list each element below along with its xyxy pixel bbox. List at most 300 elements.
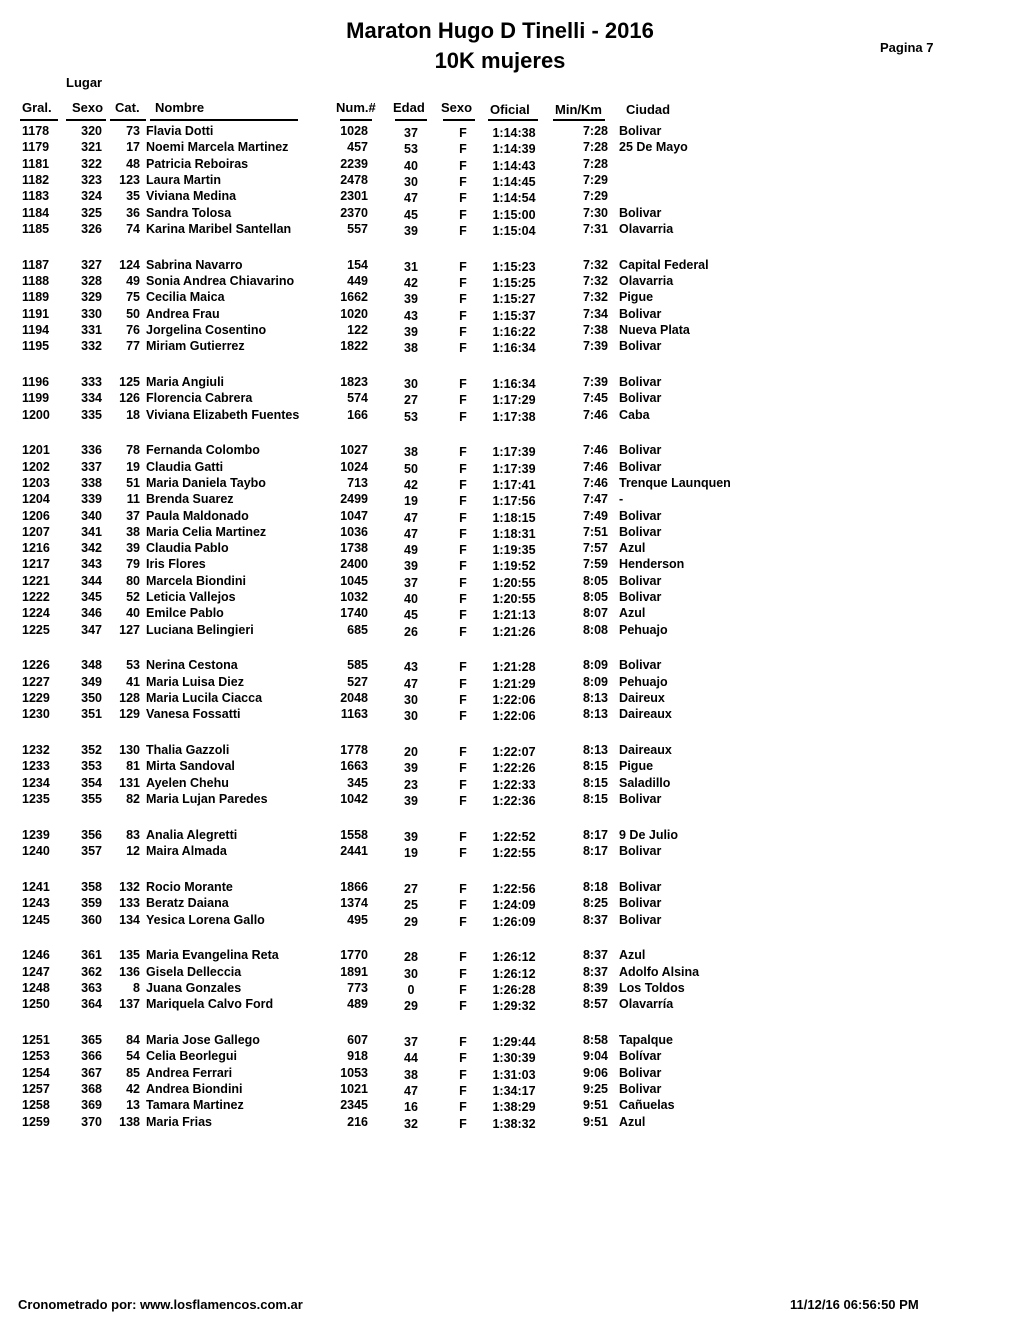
cell-gral: 1259 (22, 1114, 50, 1129)
cell-oficial: 1:22:06 (492, 693, 536, 707)
cell-oficial: 1:21:29 (492, 676, 536, 691)
cell-edad: 40 (404, 158, 418, 173)
cell-num: 557 (347, 221, 368, 236)
divider (488, 119, 538, 121)
page-number: Pagina 7 (880, 40, 934, 55)
cell-gral: 1178 (22, 124, 50, 138)
cell-num: 2400 (340, 557, 368, 572)
cell-sexo: F (459, 660, 467, 675)
cell-edad: 42 (404, 477, 418, 492)
table-row (0, 913, 1024, 929)
cell-gral: 1248 (22, 980, 50, 995)
cell-cat: 52 (126, 590, 140, 604)
table-row (0, 173, 1024, 189)
cell-sexo: F (459, 693, 467, 707)
cell-edad: 20 (404, 745, 418, 760)
cell-minkm: 8:15 (582, 759, 608, 774)
cell-gral: 1245 (22, 912, 50, 927)
cell-ciudad: Bolivar (619, 459, 662, 474)
table-row (0, 1049, 1024, 1065)
divider (150, 119, 298, 121)
cell-sexo-place: 348 (81, 658, 102, 673)
table-row (0, 222, 1024, 238)
cell-cat: 131 (119, 775, 140, 790)
cell-nombre: Sandra Tolosa (146, 205, 232, 220)
cell-cat: 39 (126, 541, 140, 556)
cell-cat: 54 (126, 1049, 140, 1064)
cell-ciudad: Pigue (619, 759, 654, 774)
cell-sexo: F (459, 308, 467, 323)
cell-gral: 1230 (22, 707, 50, 722)
cell-ciudad: Olavarria (619, 273, 674, 288)
cell-oficial: 1:20:55 (492, 575, 536, 590)
cell-sexo: F (459, 275, 467, 290)
cell-sexo-place: 359 (81, 896, 102, 911)
table-row (0, 965, 1024, 981)
cell-sexo-place: 338 (81, 475, 102, 490)
cell-oficial: 1:19:52 (492, 559, 536, 574)
cell-gral: 1222 (22, 590, 50, 604)
cell-minkm: 7:46 (582, 443, 608, 458)
cell-nombre: Maria Lucila Ciacca (146, 691, 263, 705)
cell-num: 1740 (340, 606, 368, 621)
cell-oficial: 1:14:38 (492, 126, 536, 140)
cell-minkm: 8:37 (582, 912, 608, 927)
cell-nombre: Laura Martin (146, 172, 222, 187)
col-ciudad: Ciudad (626, 102, 671, 117)
cell-ciudad: Olavarria (619, 221, 674, 236)
cell-nombre: Andrea Frau (146, 306, 220, 321)
table-row (0, 307, 1024, 323)
cell-gral: 1189 (22, 290, 50, 305)
cell-sexo: F (459, 898, 467, 913)
cell-minkm: 8:18 (582, 879, 608, 894)
cell-minkm: 7:29 (582, 189, 608, 204)
cell-sexo: F (459, 966, 467, 981)
cell-nombre: Patricia Reboiras (146, 156, 249, 171)
cell-cat: 83 (126, 827, 140, 842)
cell-minkm: 9:51 (582, 1114, 608, 1129)
cell-sexo-place: 350 (81, 691, 102, 705)
cell-cat: 40 (126, 606, 140, 621)
cell-cat: 36 (126, 205, 140, 220)
cell-gral: 1191 (22, 306, 50, 321)
cell-ciudad: Daireaux (619, 707, 672, 722)
cell-sexo: F (459, 794, 467, 808)
cell-sexo: F (459, 174, 467, 189)
cell-num: 1047 (340, 508, 368, 523)
cell-minkm: 8:15 (582, 792, 608, 806)
cell-gral: 1241 (22, 879, 50, 894)
cell-edad: 39 (404, 223, 418, 238)
table-row (0, 258, 1024, 274)
cell-minkm: 7:38 (582, 322, 608, 337)
cell-cat: 19 (126, 459, 140, 474)
col-gral: Gral. (22, 100, 52, 115)
cell-nombre: Yesica Lorena Gallo (146, 912, 265, 927)
cell-oficial: 1:14:45 (492, 174, 536, 189)
cell-sexo-place: 336 (81, 443, 102, 458)
cell-cat: 51 (126, 475, 140, 490)
table-row (0, 1033, 1024, 1049)
cell-minkm: 7:30 (582, 205, 608, 220)
cell-cat: 80 (126, 573, 140, 588)
cell-nombre: Mirta Sandoval (146, 759, 235, 774)
cell-edad: 19 (404, 846, 418, 861)
cell-minkm: 7:46 (582, 407, 608, 422)
cell-ciudad: 9 De Julio (619, 827, 679, 842)
cell-sexo: F (459, 559, 467, 574)
cell-oficial: 1:26:09 (492, 914, 536, 929)
cell-nombre: Maria Daniela Taybo (146, 475, 266, 490)
cell-minkm: 7:32 (582, 290, 608, 305)
cell-cat: 13 (126, 1098, 140, 1113)
cell-oficial: 1:19:35 (492, 543, 536, 558)
cell-num: 1558 (340, 827, 368, 842)
cell-sexo-place: 355 (81, 792, 102, 806)
cell-ciudad: Bolivar (619, 205, 662, 220)
cell-sexo-place: 367 (81, 1065, 102, 1080)
cell-cat: 84 (126, 1033, 140, 1047)
cell-sexo: F (459, 445, 467, 460)
cell-num: 1822 (340, 339, 368, 354)
cell-edad: 29 (404, 914, 418, 929)
cell-num: 1738 (340, 541, 368, 556)
cell-ciudad: Trenque Launquen (619, 475, 731, 490)
cell-minkm: 8:17 (582, 827, 608, 842)
cell-gral: 1196 (22, 374, 50, 389)
cell-num: 527 (347, 674, 368, 689)
cell-sexo-place: 364 (81, 997, 102, 1012)
cell-sexo-place: 323 (81, 172, 102, 187)
table-row (0, 339, 1024, 355)
cell-sexo-place: 347 (81, 622, 102, 637)
cell-oficial: 1:26:28 (492, 982, 536, 997)
cell-num: 216 (347, 1114, 368, 1129)
cell-gral: 1182 (22, 172, 50, 187)
table-row (0, 1098, 1024, 1114)
cell-minkm: 7:57 (582, 541, 608, 556)
cell-ciudad: 25 De Mayo (619, 140, 688, 155)
col-nombre: Nombre (155, 100, 205, 115)
cell-minkm: 7:59 (582, 557, 608, 572)
cell-sexo: F (459, 999, 467, 1014)
cell-cat: 53 (126, 658, 140, 673)
cell-sexo-place: 337 (81, 459, 102, 474)
cell-num: 1032 (340, 590, 368, 604)
cell-num: 1662 (340, 290, 368, 305)
cell-num: 1163 (340, 707, 368, 722)
cell-sexo: F (459, 624, 467, 639)
cell-ciudad: Pehuajo (619, 622, 668, 637)
cell-edad: 43 (404, 660, 418, 675)
cell-sexo-place: 351 (81, 707, 102, 722)
cell-cat: 42 (126, 1081, 140, 1096)
cell-ciudad: Bolivar (619, 1081, 662, 1096)
cell-sexo-place: 363 (81, 980, 102, 995)
cell-nombre: Sonia Andrea Chiavarino (146, 273, 295, 288)
cell-gral: 1181 (22, 156, 50, 171)
cell-nombre: Claudia Pablo (146, 541, 229, 556)
cell-sexo: F (459, 1051, 467, 1066)
cell-edad: 30 (404, 709, 418, 724)
cell-oficial: 1:18:15 (492, 510, 536, 525)
cell-oficial: 1:22:33 (492, 777, 536, 792)
cell-nombre: Thalia Gazzoli (146, 743, 230, 758)
table-row (0, 274, 1024, 290)
cell-minkm: 7:47 (582, 492, 608, 507)
cell-edad: 38 (404, 341, 418, 356)
cell-sexo-place: 368 (81, 1081, 102, 1096)
table-row (0, 476, 1024, 492)
cell-gral: 1202 (22, 459, 50, 474)
cell-minkm: 7:34 (582, 306, 608, 321)
cell-num: 607 (347, 1033, 368, 1047)
cell-num: 489 (347, 997, 368, 1012)
cell-ciudad: Daireaux (619, 743, 672, 758)
table-row (0, 509, 1024, 525)
cell-edad: 32 (404, 1116, 418, 1131)
cell-sexo-place: 360 (81, 912, 102, 927)
cell-sexo: F (459, 950, 467, 965)
cell-cat: 124 (119, 257, 140, 272)
cell-edad: 29 (404, 999, 418, 1014)
table-row (0, 574, 1024, 590)
cell-nombre: Maria Celia Martinez (146, 524, 267, 539)
table-row (0, 443, 1024, 459)
table-row (0, 675, 1024, 691)
cell-ciudad: Azul (619, 606, 646, 621)
cell-num: 1027 (340, 443, 368, 458)
cell-sexo-place: 320 (81, 124, 102, 138)
cell-oficial: 1:21:28 (492, 660, 536, 675)
cell-gral: 1229 (22, 691, 50, 705)
cell-sexo: F (459, 676, 467, 691)
cell-gral: 1232 (22, 743, 50, 758)
cell-cat: 73 (126, 124, 140, 138)
cell-nombre: Maria Frias (146, 1114, 213, 1129)
cell-ciudad: Bolivar (619, 573, 662, 588)
cell-minkm: 7:28 (582, 124, 608, 138)
cell-nombre: Ayelen Chehu (146, 775, 229, 790)
cell-sexo-place: 343 (81, 557, 102, 572)
cell-oficial: 1:22:06 (492, 709, 536, 724)
cell-sexo-place: 361 (81, 948, 102, 963)
cell-cat: 41 (126, 674, 140, 689)
cell-edad: 47 (404, 510, 418, 525)
cell-ciudad: Bolivar (619, 524, 662, 539)
table-row (0, 896, 1024, 912)
cell-ciudad: Henderson (619, 557, 685, 572)
cell-edad: 39 (404, 794, 418, 808)
cell-gral: 1224 (22, 606, 50, 621)
cell-edad: 16 (404, 1100, 418, 1115)
cell-sexo: F (459, 259, 467, 274)
cell-oficial: 1:18:31 (492, 526, 536, 541)
cell-cat: 11 (126, 492, 140, 507)
cell-num: 2345 (340, 1098, 368, 1113)
cell-sexo: F (459, 592, 467, 606)
cell-gral: 1246 (22, 948, 50, 963)
cell-sexo: F (459, 510, 467, 525)
cell-sexo-place: 362 (81, 964, 102, 979)
cell-nombre: Mariquela Calvo Ford (146, 997, 274, 1012)
cell-ciudad: Capital Federal (619, 257, 709, 272)
cell-ciudad: Pigue (619, 290, 654, 305)
cell-sexo-place: 365 (81, 1033, 102, 1047)
cell-gral: 1251 (22, 1033, 50, 1047)
cell-oficial: 1:14:54 (492, 191, 536, 206)
cell-ciudad: Bolivar (619, 912, 662, 927)
cell-sexo: F (459, 1116, 467, 1131)
cell-sexo-place: 342 (81, 541, 102, 556)
cell-oficial: 1:22:52 (492, 829, 536, 844)
cell-nombre: Maria Lujan Paredes (146, 792, 268, 806)
cell-edad: 30 (404, 966, 418, 981)
cell-minkm: 8:09 (582, 658, 608, 673)
cell-gral: 1227 (22, 674, 50, 689)
cell-sexo: F (459, 982, 467, 997)
cell-ciudad: Bolivar (619, 792, 662, 806)
cell-ciudad: Bolivar (619, 590, 662, 604)
cell-gral: 1240 (22, 844, 50, 859)
cell-edad: 40 (404, 592, 418, 606)
cell-gral: 1235 (22, 792, 50, 806)
cell-oficial: 1:17:29 (492, 393, 536, 408)
cell-sexo-place: 339 (81, 492, 102, 507)
cell-minkm: 9:04 (582, 1049, 608, 1064)
cell-sexo-place: 370 (81, 1114, 102, 1129)
cell-num: 1020 (340, 306, 368, 321)
cell-num: 449 (347, 273, 368, 288)
cell-sexo-place: 325 (81, 205, 102, 220)
table-row (0, 981, 1024, 997)
cell-edad: 0 (407, 982, 415, 997)
cell-minkm: 7:39 (582, 339, 608, 354)
cell-ciudad: Bolivar (619, 443, 662, 458)
cell-nombre: Maria Evangelina Reta (146, 948, 279, 963)
cell-edad: 28 (404, 950, 418, 965)
cell-cat: 75 (126, 290, 140, 305)
cell-gral: 1250 (22, 997, 50, 1012)
cell-cat: 133 (119, 896, 140, 911)
cell-oficial: 1:22:56 (492, 881, 536, 896)
cell-cat: 49 (126, 273, 140, 288)
cell-sexo: F (459, 477, 467, 492)
cell-sexo-place: 334 (81, 391, 102, 406)
table-row (0, 997, 1024, 1013)
cell-ciudad: Bolivar (619, 124, 662, 138)
cell-minkm: 8:09 (582, 674, 608, 689)
cell-num: 1891 (340, 964, 368, 979)
cell-cat: 37 (126, 508, 140, 523)
cell-num: 2370 (340, 205, 368, 220)
cell-nombre: Emilce Pablo (146, 606, 224, 621)
cell-gral: 1247 (22, 964, 50, 979)
cell-cat: 134 (119, 912, 140, 927)
cell-cat: 126 (119, 391, 140, 406)
cell-ciudad: Azul (619, 948, 646, 963)
cell-cat: 48 (126, 156, 140, 171)
cell-num: 1823 (340, 374, 368, 389)
cell-sexo-place: 356 (81, 827, 102, 842)
cell-edad: 39 (404, 324, 418, 339)
cell-oficial: 1:16:34 (492, 341, 536, 356)
cell-ciudad: Adolfo Alsina (619, 964, 700, 979)
cell-minkm: 8:58 (582, 1033, 608, 1047)
cell-cat: 137 (119, 997, 140, 1012)
page-title: Maraton Hugo D Tinelli - 2016 (346, 18, 654, 43)
cell-gral: 1216 (22, 541, 50, 556)
cell-sexo-place: 352 (81, 743, 102, 758)
cell-cat: 38 (126, 524, 140, 539)
cell-sexo-place: 341 (81, 524, 102, 539)
cell-num: 1770 (340, 948, 368, 963)
cell-nombre: Analia Alegretti (146, 827, 238, 842)
divider (553, 119, 605, 121)
cell-minkm: 8:05 (582, 590, 608, 604)
cell-sexo: F (459, 1100, 467, 1115)
cell-cat: 17 (126, 140, 140, 155)
cell-num: 2301 (340, 189, 368, 204)
cell-oficial: 1:29:32 (492, 999, 536, 1014)
cell-minkm: 7:28 (582, 140, 608, 155)
cell-nombre: Andrea Ferrari (146, 1065, 233, 1080)
table-row (0, 776, 1024, 792)
cell-minkm: 9:06 (582, 1065, 608, 1080)
table-row (0, 525, 1024, 541)
cell-edad: 44 (404, 1051, 418, 1066)
divider (340, 119, 372, 121)
cell-nombre: Paula Maldonado (146, 508, 249, 523)
cell-sexo-place: 328 (81, 273, 102, 288)
cell-gral: 1200 (22, 407, 50, 422)
cell-minkm: 7:31 (582, 221, 608, 236)
cell-oficial: 1:38:29 (492, 1100, 536, 1115)
cell-gral: 1221 (22, 573, 50, 588)
cell-sexo: F (459, 393, 467, 408)
cell-edad: 27 (404, 393, 418, 408)
cell-gral: 1217 (22, 557, 50, 572)
cell-nombre: Karina Maribel Santellan (146, 221, 292, 236)
cell-num: 2441 (340, 844, 368, 859)
cell-oficial: 1:14:43 (492, 158, 536, 173)
cell-gral: 1203 (22, 475, 50, 490)
cell-sexo: F (459, 526, 467, 541)
table-row (0, 460, 1024, 476)
cell-gral: 1239 (22, 827, 50, 842)
cell-edad: 37 (404, 1035, 418, 1049)
cell-sexo-place: 332 (81, 339, 102, 354)
cell-edad: 30 (404, 693, 418, 707)
cell-gral: 1207 (22, 524, 50, 539)
cell-ciudad: - (619, 492, 624, 507)
cell-sexo: F (459, 1083, 467, 1098)
table-row (0, 623, 1024, 639)
cell-oficial: 1:22:07 (492, 745, 536, 760)
table-row (0, 408, 1024, 424)
table-row (0, 391, 1024, 407)
cell-cat: 50 (126, 306, 140, 321)
cell-sexo: F (459, 494, 467, 509)
cell-ciudad: Los Toldos (619, 980, 685, 995)
cell-gral: 1185 (22, 221, 50, 236)
cell-num: 1042 (340, 792, 368, 806)
cell-nombre: Fernanda Colombo (146, 443, 260, 458)
cell-num: 1663 (340, 759, 368, 774)
col-num: Num.# (336, 100, 376, 115)
cell-sexo: F (459, 376, 467, 391)
